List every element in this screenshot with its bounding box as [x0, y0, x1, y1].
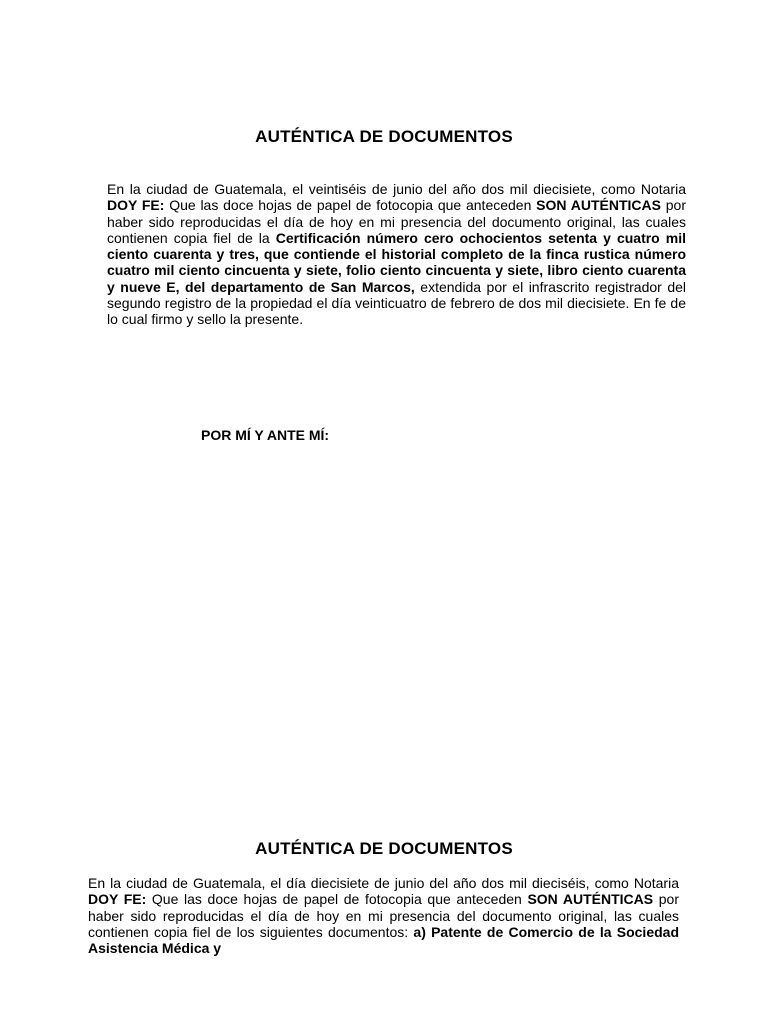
- doy-fe-label: DOY FE:: [107, 197, 165, 214]
- doy-fe-label: DOY FE:: [88, 891, 147, 908]
- paragraph-text: por haber sido reproducidas el día de hoy en mi presencia del documento original, las cuales contienen copia fiel de la: [107, 197, 686, 246]
- paragraph-text: En la ciudad de Guatemala, el día diecisiete de junio del año dos mil dieciséis, como Notaria: [88, 875, 679, 891]
- document-title-2: AUTÉNTICA DE DOCUMENTOS: [255, 839, 513, 858]
- authentication-paragraph: [107, 181, 686, 328]
- certification-description: Certificación número cero ochocientos setenta y cuatro mil ciento cuarenta y tres, que contiende el historial completo de la finca rustica número cuatro mil ciento cincuenta y siete, folio ciento cincuenta y siete, libro ciento cuarenta y nueve E, del departamento de San Marcos,: [107, 229, 687, 295]
- document-title: AUTÉNTICA DE DOCUMENTOS: [255, 127, 513, 146]
- document-list-item-a: a) Patente de Comercio de la Sociedad Asistencia Médica y: [88, 923, 679, 957]
- paragraph-text: Que las doce hojas de papel de fotocopia que anteceden: [146, 891, 528, 908]
- paragraph-text: En la ciudad de Guatemala, el veintiséis de junio del año dos mil diecisiete, como Notaria: [107, 181, 686, 197]
- son-autenticas-label: SON AUTÉNTICAS: [527, 891, 654, 908]
- son-autenticas-label: SON AUTÉNTICAS: [536, 197, 661, 214]
- authentication-paragraph-2: [88, 875, 679, 956]
- paragraph-text: Que las doce hojas de papel de fotocopia que anteceden: [164, 197, 537, 214]
- paragraph-text: por haber sido reproducidas el día de hoy en mi presencia del documento original, las cuales contienen copia fiel de los siguientes documentos:: [88, 891, 679, 940]
- paragraph-text: extendida por el infrascrito registrador del segundo registro de la propiedad el día veinticuatro de febrero de dos mil diecisiete. En fe de lo cual firmo y sello la presente.: [107, 278, 687, 328]
- signature-line: POR MÍ Y ANTE MÍ:: [201, 427, 330, 443]
